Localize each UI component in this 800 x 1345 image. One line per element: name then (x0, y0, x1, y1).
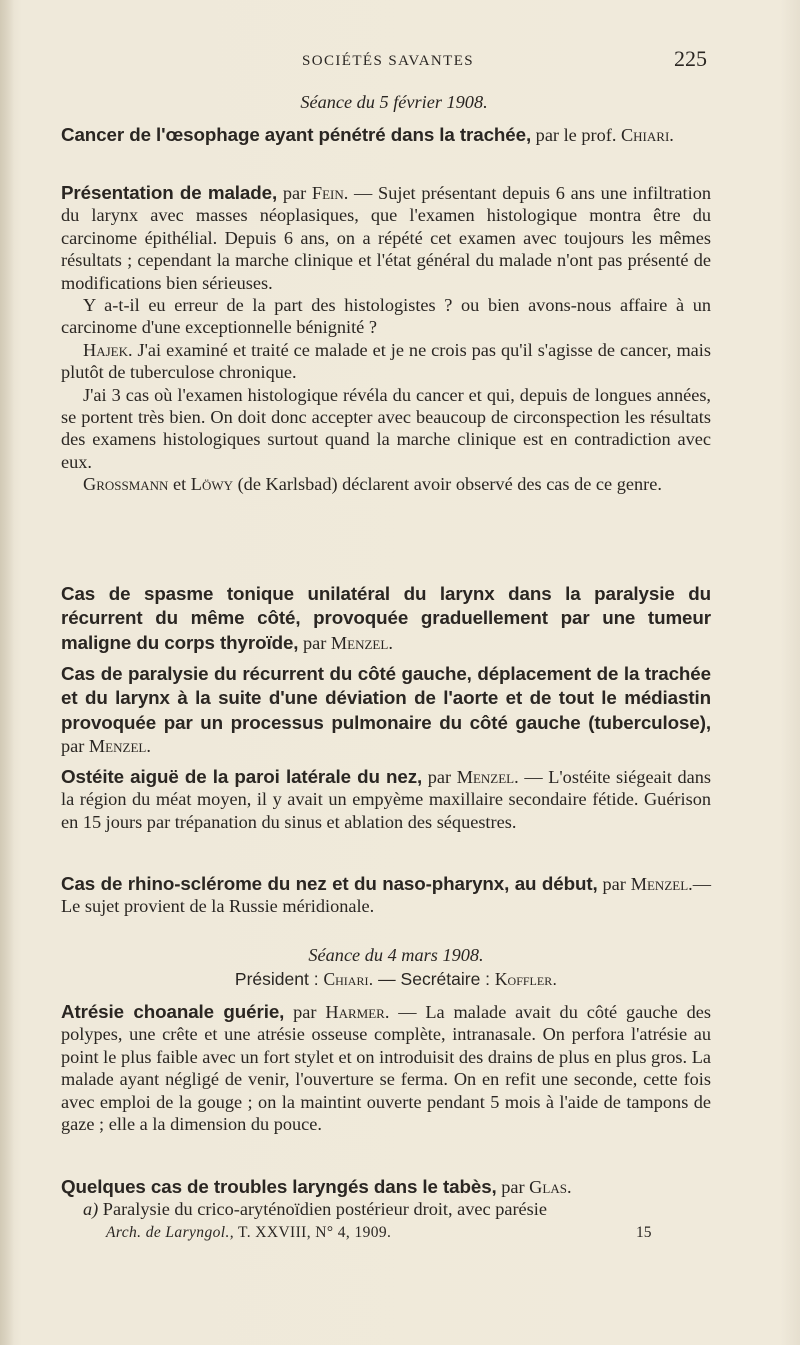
author-name: Menzel (630, 874, 689, 894)
article-osteite-aigue (61, 766, 711, 833)
article-atresie-choanale (61, 1001, 711, 1135)
article-title: Atrésie choanale guérie, (61, 1001, 285, 1022)
journal-volume: T. XXVIII, N° 4, 1909. (234, 1224, 392, 1241)
author-name: Harmer (325, 1002, 385, 1022)
byline-par: par (422, 767, 457, 787)
byline-par: par (284, 1002, 326, 1022)
article-title: Présentation de malade, (61, 182, 278, 203)
punctuation: . (146, 736, 151, 757)
byline-par: par (61, 736, 89, 757)
paragraph-grossmann (61, 473, 711, 495)
secretary-name: Koffler (494, 969, 553, 989)
article-cancer-oesophage (61, 124, 711, 146)
author-name: Menzel (456, 767, 515, 787)
punctuation: . (388, 632, 393, 653)
paragraph-hajek (61, 339, 711, 384)
author-name: Menzel (330, 632, 389, 653)
article-title: Ostéite aiguë de la paroi latérale du nez, (61, 766, 423, 787)
byline-par: par (496, 1177, 530, 1197)
article-body: . — La malade avait du côté gauche des polypes, une crête et une atrésie osseuse complète, intranasale. On perfora l'atrésie au point le plus faible avec un fort stylet et on introduisit des drains de plus en plus gros. La malade ayant négligé de venir, l'ouverture se ferma. On en refit une seconde, cette fois avec emploi de la gouge ; on la maintint ouverte pendant 5 mois à l'aide de tampons de gaze ; elle a la dimension du pouce. (61, 1002, 712, 1135)
paragraph: Y a-t-il eu erreur de la part des histologistes ? ou bien avons-nous affaire à un carcinome d'une exceptionnelle bénignité ? (61, 295, 711, 338)
footer-journal (106, 1224, 391, 1242)
article-body: .— Le sujet provient de la Russie méridionale. (61, 874, 712, 917)
byline-par: par (298, 632, 331, 653)
article-body: . — Sujet présentant depuis 6 ans une infiltration du larynx avec masses néoplasiques, que l'examen histologique montra être du carcinome épithélial. Depuis 6 ans, on a répété cet examen avec toujours les mêmes résultats ; cependant la marche clinique et l'état général du malade n'ont pas présenté de modifications bien sérieuses. (61, 183, 711, 293)
article-body: . — L'ostéite siégeait dans la région du méat moyen, il y avait un empyème maxillaire secondaire fétide. Guérison en 15 jours par trépanation du sinus et ablation des séquestres. (61, 767, 711, 832)
conjunction: et (168, 474, 191, 495)
journal-title: Arch. de Laryngol., (106, 1224, 234, 1241)
article-title: Cancer de l'œsophage ayant pénétré dans la trachée, (61, 124, 532, 145)
secretary-label: . — Secrétaire : (368, 969, 495, 989)
article-spasme-tonique (61, 582, 711, 655)
list-item-a (61, 1198, 711, 1220)
author-name: Löwy (190, 474, 234, 495)
seance-heading-1: Séance du 5 février 1908. (300, 92, 488, 112)
author-name: Hajek (83, 339, 128, 360)
article-title: Quelques cas de troubles laryngés dans le tabès, (61, 1176, 497, 1197)
author-name: Glas (529, 1177, 567, 1197)
byline-par: par (277, 183, 312, 203)
article-troubles-tabes (61, 1176, 711, 1221)
author-name: Menzel (88, 736, 147, 757)
byline-par: par (597, 874, 631, 894)
president-name: Chiari (323, 969, 369, 989)
paragraph: J'ai 3 cas où l'examen histologique révéla du cancer et qui, depuis de longues années, se portent très bien. On doit donc accepter avec beaucoup de circonspection les résultats des examens histologiques surtout quand la marche clinique est en contradiction avec eux. (61, 384, 711, 472)
article-title: Cas de spasme tonique unilatéral du larynx dans la paralysie du récurrent du même côté, provoquée graduellement par une tumeur maligne du corps thyroïde, (61, 583, 711, 653)
session-officers (61, 968, 721, 990)
paragraph-body: . J'ai examiné et traité ce malade et je ne crois pas qu'il s'agisse de cancer, mais plutôt de tuberculose chronique. (61, 339, 711, 383)
seance-heading-2: Séance du 4 mars 1908. (308, 945, 484, 965)
author-name: Chiari (620, 125, 670, 145)
author-name: Fein (311, 183, 344, 203)
article-rhino-sclerome (61, 873, 711, 918)
running-head-title: SOCIÉTÉS SAVANTES (302, 53, 475, 69)
page-gutter-shadow (0, 0, 14, 1345)
article-title: Cas de rhino-sclérome du nez et du naso-pharynx, au début, (61, 873, 598, 894)
item-text: Paralysie du crico-aryténoïdien postérieur droit, avec parésie (98, 1199, 547, 1220)
punctuation: . (669, 125, 674, 145)
item-label: a) (83, 1199, 99, 1220)
paragraph-body: (de Karlsbad) déclarent avoir observé des cas de ce genre. (233, 474, 662, 495)
article-presentation-malade (61, 182, 711, 496)
article-title: Cas de paralysie du récurrent du côté gauche, déplacement de la trachée et du larynx à la suite d'une déviation de l'aorte et de tout le médiastin provoquée par un processus pulmonaire du côté gauche (tuberculose), (61, 663, 711, 733)
running-head (61, 44, 711, 74)
article-paralysie-recurrent (61, 662, 711, 759)
page-number: 225 (674, 46, 707, 71)
author-name: Grossmann (83, 474, 169, 495)
punctuation: . (552, 969, 558, 989)
article-byline: par le prof. (531, 125, 617, 145)
punctuation: . (566, 1177, 572, 1197)
president-label: Président : (234, 969, 324, 989)
signature-mark: 15 (636, 1224, 652, 1241)
